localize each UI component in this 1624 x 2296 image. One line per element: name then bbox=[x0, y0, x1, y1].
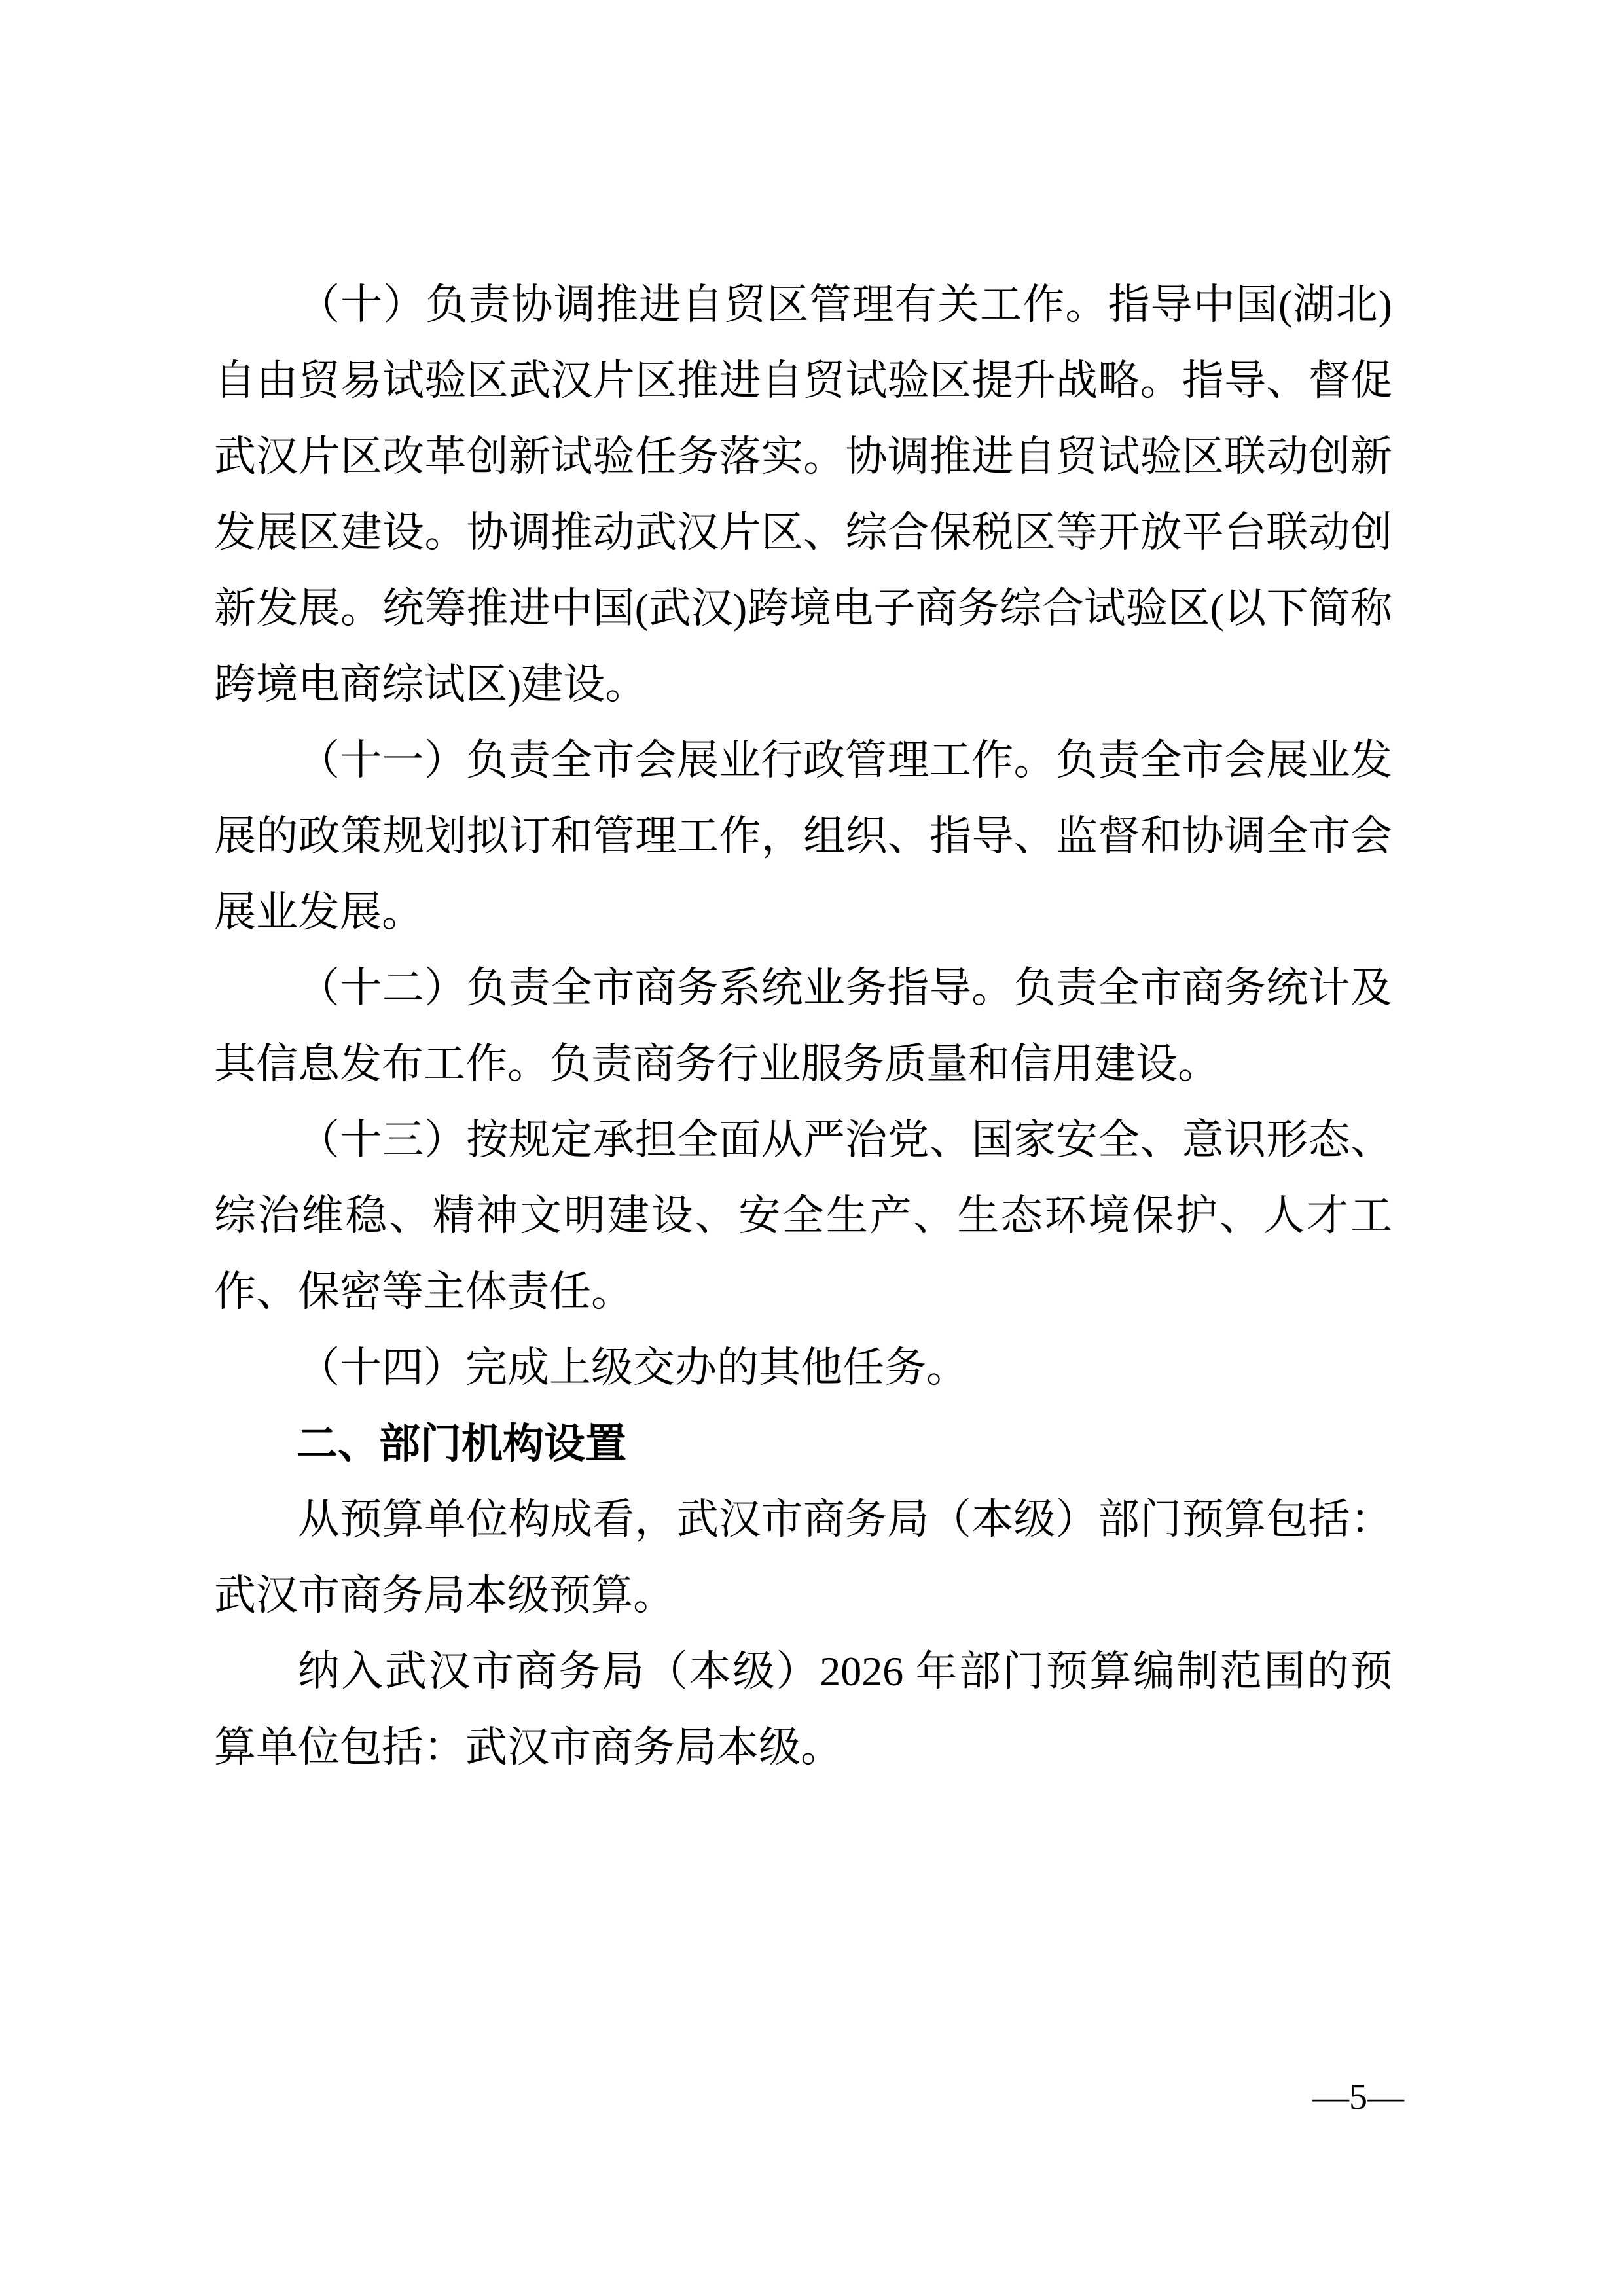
section-heading: 二、部门机构设置 bbox=[297, 1421, 626, 1467]
budget-scope-paragraph: 纳入武汉市商务局（本级）2026 年部门预算编制范围的预算单位包括：武汉市商务局本级。 bbox=[214, 1648, 1392, 1770]
document-body bbox=[214, 267, 1392, 1785]
duty-paragraph-14: （十四）完成上级交办的其他任务。 bbox=[298, 1344, 968, 1391]
budget-composition-paragraph: 从预算单位构成看，武汉市商务局（本级）部门预算包括：武汉市商务局本级预算。 bbox=[214, 1496, 1392, 1619]
duty-paragraph-11: （十一）负责全市会展业行政管理工作。负责全市会展业发展的政策规划拟订和管理工作，组织、指导、监督和协调全市会展业发展。 bbox=[214, 737, 1392, 935]
page-number: —5— bbox=[1312, 2077, 1404, 2117]
duty-paragraph-13: （十三）按规定承担全面从严治党、国家安全、意识形态、综治维稳、精神文明建设、安全生产、生态环境保护、人才工作、保密等主体责任。 bbox=[214, 1117, 1392, 1315]
duty-paragraph-12: （十二）负责全市商务系统业务指导。负责全市商务统计及其信息发布工作。负责商务行业服务质量和信用建设。 bbox=[214, 965, 1392, 1087]
duty-paragraph-10: （十）负责协调推进自贸区管理有关工作。指导中国(湖北)自由贸易试验区武汉片区推进自贸试验区提升战略。指导、督促武汉片区改革创新试验任务落实。协调推进自贸试验区联动创新发展区建设。协调推动武汉片区、综合保税区等开放平台联动创新发展。统筹推进中国(武汉)跨境电子商务综合试验区(以下简称跨境电商综试区)建设。 bbox=[214, 281, 1392, 708]
